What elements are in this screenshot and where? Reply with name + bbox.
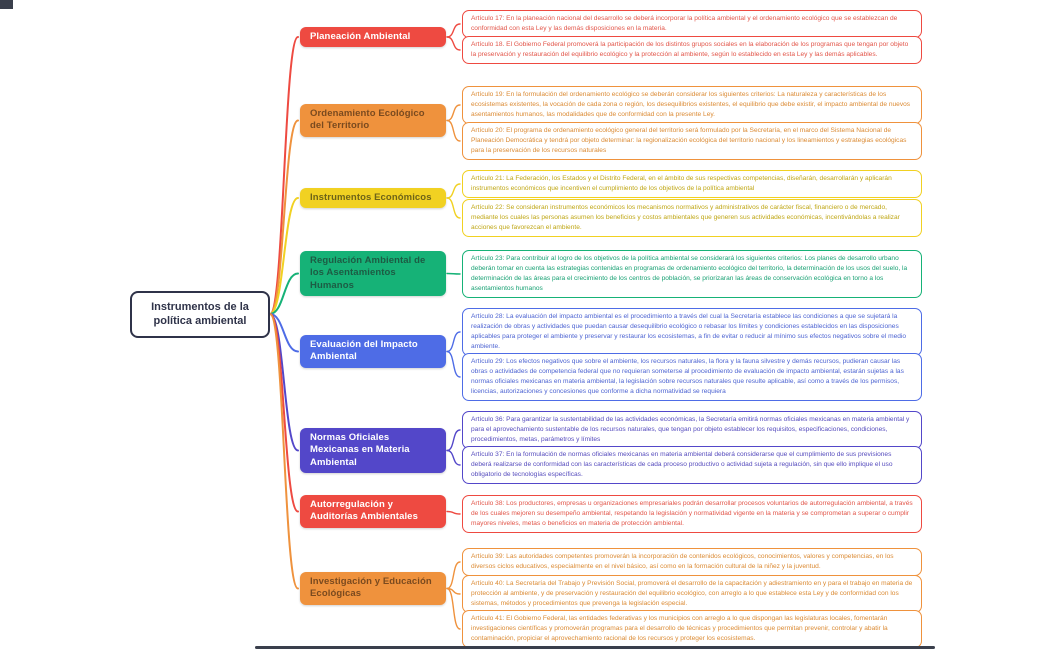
article-node-instrumentos-economicos-0[interactable]: Artículo 21: La Federación, los Estados y el Distrito Federal, en el ámbito de sus respectivas competencias, diseñarán, desarrollarán y aplicarán instrumentos económicos que incentiven el cumplimiento de los objetivos de la política ambiental [462, 170, 922, 198]
branch-node-normas-oficiales-mexicanas[interactable]: Normas Oficiales Mexicanas en Materia Ambiental [300, 428, 446, 473]
article-node-ordenamiento-ecologico-del-territorio-0[interactable]: Artículo 19: En la formulación del ordenamiento ecológico se deberán considerar los siguientes criterios: La naturaleza y características de los ecosistemas existentes, la vocación de cada zona o región, los desequilibrios existentes, el equilibrio que debe existir, el impacto ambiental de nuevos asentamientos humanos, las modalidades que de conformidad con la presente Ley. [462, 86, 922, 124]
branch-node-planeacion-ambiental[interactable]: Planeación Ambiental [300, 27, 446, 47]
corner-mark [0, 0, 13, 9]
connector-line [447, 589, 460, 630]
branch-node-evaluacion-del-impacto-ambiental[interactable]: Evaluación del Impacto Ambiental [300, 335, 446, 368]
bottom-edge-strip [255, 646, 935, 649]
branch-node-investigacion-y-educacion[interactable]: Investigación y Educación Ecológicas [300, 572, 446, 605]
article-node-normas-oficiales-mexicanas-0[interactable]: Artículo 36: Para garantizar la sustentabilidad de las actividades económicas, la Secretaría emitirá normas oficiales mexicanas en materia ambiental y para el aprovechamiento sustentable de los recursos naturales, que tengan por objeto establecer los requisitos, especificaciones, condiciones, procedimientos, metas, parámetros y límites [462, 411, 922, 449]
article-node-investigacion-y-educacion-2[interactable]: Artículo 41: El Gobierno Federal, las entidades federativas y los municipios con arreglo a lo que dispongan las legislaturas locales, fomentarán investigaciones científicas y promoverán programas para el desarrollo de técnicas y procedimientos que permitan prevenir, controlar y abatir la contaminación, propiciar el aprovechamiento racional de los recursos y proteger los ecosistemas. [462, 610, 922, 648]
article-node-investigacion-y-educacion-0[interactable]: Artículo 39: Las autoridades competentes promoverán la incorporación de contenidos ecológicos, conocimientos, valores y competencias, en los diversos ciclos educativos, especialmente en el nivel básico, así como en la formación cultural de la niñez y la juventud. [462, 548, 922, 576]
connector-line [447, 451, 460, 466]
branch-node-instrumentos-economicos[interactable]: Instrumentos Económicos [300, 188, 446, 208]
root-node[interactable]: Instrumentos de la política ambiental [130, 291, 270, 338]
article-node-planeacion-ambiental-0[interactable]: Artículo 17: En la planeación nacional del desarrollo se deberá incorporar la política ambiental y el ordenamiento ecológico que se establezcan de conformidad con esta Ley y las demás disposiciones en la materia. [462, 10, 922, 38]
branch-node-autorregulacion-y-auditorias[interactable]: Autorregulación y Auditorías Ambientales [300, 495, 446, 528]
article-node-evaluacion-del-impacto-ambiental-1[interactable]: Artículo 29: Los efectos negativos que sobre el ambiente, los recursos naturales, la flora y la fauna silvestre y demás recursos, pudieran causar las obras o actividades de competencia federal que no requieran someterse al procedimiento de evaluación de impacto ambiental, estarán sujetas a las normas oficiales mexicanas en materia ambiental, la legislación sobre recursos naturales que resulte aplicable, así como a través de los permisos, licencias, autorizaciones y concesiones que conforme a dicha normatividad se requiera [462, 353, 922, 401]
connector-line [447, 184, 460, 198]
connector-line [270, 314, 298, 512]
branch-node-regulacion-ambiental-asentamientos-humanos[interactable]: Regulación Ambiental de los Asentamientos Humanos [300, 251, 446, 296]
article-node-instrumentos-economicos-1[interactable]: Artículo 22: Se consideran instrumentos económicos los mecanismos normativos y administrativos de carácter fiscal, financiero o de mercado, mediante los cuales las personas asumen los beneficios y costos ambientales que generen sus actividades económicas, incentivándolas a realizar acciones que favorezcan el ambiente. [462, 199, 922, 237]
connector-line [447, 24, 460, 37]
article-node-evaluacion-del-impacto-ambiental-0[interactable]: Artículo 28: La evaluación del impacto ambiental es el procedimiento a través del cual la Secretaría establece las condiciones a que se sujetará la realización de obras y actividades que puedan causar desequilibrio ecológico o rebasar los límites y condiciones establecidos en las disposiciones aplicables para proteger el ambiente y preservar y restaurar los ecosistemas, a fin de evitar o reducir al mínimo sus efectos negativos sobre el medio ambiente. [462, 308, 922, 356]
connector-line [447, 512, 460, 515]
connector-line [270, 314, 298, 589]
connector-line [447, 562, 460, 589]
connector-line [447, 352, 460, 378]
article-node-planeacion-ambiental-1[interactable]: Artículo 18. El Gobierno Federal promoverá la participación de los distintos grupos sociales en la elaboración de los programas que tengan por objeto la preservación y restauración del equilibrio ecológico y la protección al ambiente, según lo establecido en esta Ley y las demás aplicables. [462, 36, 922, 64]
branch-node-ordenamiento-ecologico-del-territorio[interactable]: Ordenamiento Ecológico del Territorio [300, 104, 446, 137]
connector-line [270, 37, 298, 314]
connector-line [447, 274, 460, 275]
connector-line [447, 430, 460, 451]
connector-line [447, 198, 460, 218]
article-node-normas-oficiales-mexicanas-1[interactable]: Artículo 37: En la formulación de normas oficiales mexicanas en materia ambiental deberá considerarse que el cumplimiento de sus previsiones deberá realizarse de conformidad con las características de cada proceso productivo o actividad sujeta a regulación, sin que ello implique el uso obligatorio de tecnologías específicas. [462, 446, 922, 484]
article-node-regulacion-ambiental-asentamientos-humanos-0[interactable]: Artículo 23: Para contribuir al logro de los objetivos de la política ambiental se considerará los siguientes criterios: Los planes de desarrollo urbano deberán tomar en cuenta las estrategias contenidas en programas de ordenamiento ecológico del territorio, la determinación de los usos del suelo, la determinación de las áreas para el crecimiento de los centros de población, se priorizaran las áreas de conservación ecológica en torno a los asentamientos humanos [462, 250, 922, 298]
connector-line [270, 121, 298, 315]
connector-line [447, 121, 460, 142]
article-node-ordenamiento-ecologico-del-territorio-1[interactable]: Artículo 20: El programa de ordenamiento ecológico general del territorio será formulado por la Secretaría, en el marco del Sistema Nacional de Planeación Democrática y tendrá por objeto determinar: la regionalización ecológica del territorio nacional y los lineamientos y estrategias ecológicas para la preservación de los recursos naturales [462, 122, 922, 160]
connector-line [447, 332, 460, 352]
article-node-investigacion-y-educacion-1[interactable]: Artículo 40: La Secretaría del Trabajo y Previsión Social, promoverá el desarrollo de la capacitación y adiestramiento en y para el trabajo en materia de protección al ambiente, y de preservación y restauración del equilibrio ecológico, con arreglo a lo que establece esta Ley y de conformidad con los sistemas, métodos y procedimientos que prevenga la legislación especial. [462, 575, 922, 613]
connector-line [447, 37, 460, 50]
connector-line [447, 105, 460, 121]
article-node-autorregulacion-y-auditorias-0[interactable]: Artículo 38: Los productores, empresas u organizaciones empresariales podrán desarrollar procesos voluntarios de autorregulación ambiental, a través de los cuales mejoren su desempeño ambiental, respetando la legislación y normatividad vigente en la materia y se comprometan a superar o cumplir mayores niveles, metas o beneficios en materia de protección ambiental. [462, 495, 922, 533]
